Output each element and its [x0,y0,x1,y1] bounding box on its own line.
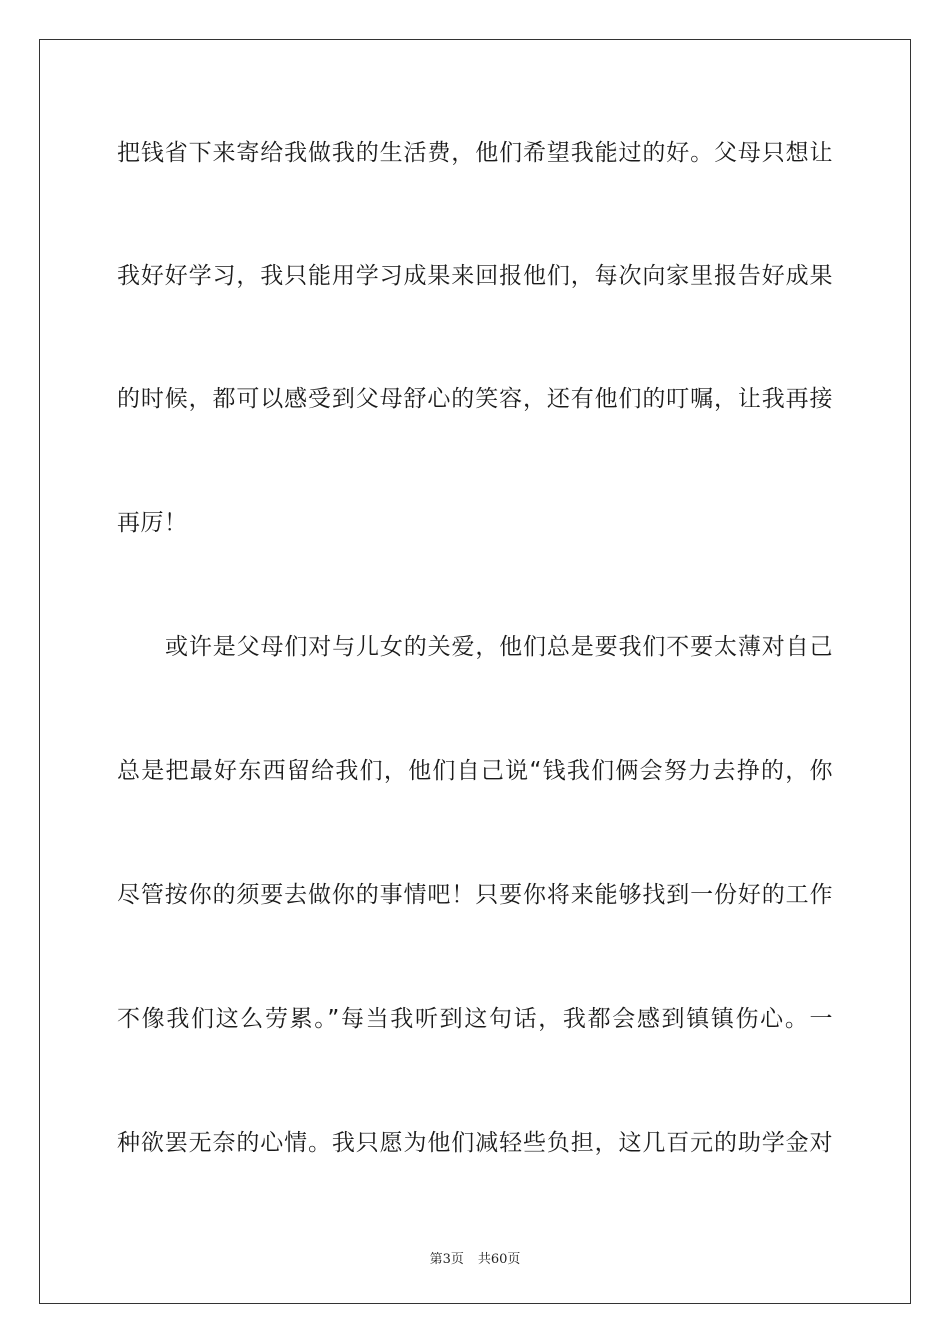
page-total: 共60页 [477,1252,521,1267]
text-line-1: 把钱省下来寄给我做我的生活费，他们希望我能过的好。父母只想让 [117,140,833,166]
text-line-7: 尽管按你的须要去做你的事情吧！只要你将来能够找到一份好的工作 [117,882,833,908]
text-line-5: 或许是父母们对与儿女的关爱，他们总是要我们不要太薄对自己 [165,634,833,660]
text-line-4: 再厉！ [117,510,188,536]
text-line-9: 种欲罢无奈的心情。我只愿为他们减轻些负担，这几百元的助学金对 [117,1130,833,1156]
text-line-2: 我好好学习，我只能用学习成果来回报他们，每次向家里报告好成果 [117,263,833,289]
text-line-8: 不像我们这么劳累。”每当我听到这句话，我都会感到镇镇伤心。一 [117,1006,833,1032]
page-footer [0,1248,950,1267]
page-number: 第3页 [429,1252,464,1267]
page-frame [39,39,911,1304]
text-line-3: 的时候，都可以感受到父母舒心的笑容，还有他们的叮嘱，让我再接 [117,386,833,412]
text-line-6: 总是把最好东西留给我们，他们自己说“钱我们俩会努力去挣的，你 [117,758,833,784]
